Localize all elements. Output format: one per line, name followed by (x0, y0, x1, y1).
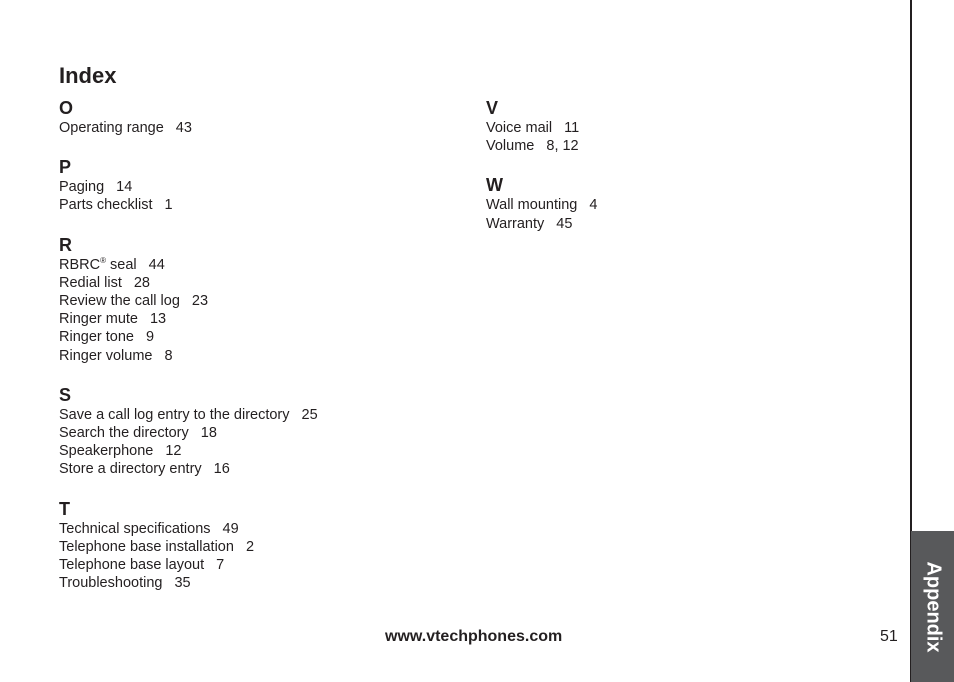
index-section-w (486, 174, 886, 232)
entry-term: Troubleshooting (59, 575, 163, 592)
entry-page-ref: 1 (164, 197, 173, 214)
entry-term: Ringer mute (59, 311, 138, 328)
entry-page-ref: 44 (148, 256, 165, 273)
index-entry[interactable] (59, 406, 459, 424)
index-section-s (59, 384, 459, 479)
entry-page-ref: 43 (175, 120, 192, 136)
entry-term: Search the directory (59, 425, 189, 442)
entry-page-ref: 2 (245, 538, 255, 555)
section-letter: S (59, 384, 72, 405)
entry-term: Warranty (486, 215, 545, 232)
section-letter: V (486, 98, 499, 118)
index-entry[interactable] (59, 460, 459, 478)
entry-page-ref: 9 (145, 329, 155, 346)
index-entry[interactable] (59, 520, 459, 538)
entry-page-ref: 18 (200, 425, 217, 442)
entry-term: Volume (486, 138, 535, 155)
appendix-tab-label: Appendix (922, 560, 944, 653)
entry-page-ref: 4 (589, 197, 598, 214)
entry-page-ref: 35 (174, 575, 191, 592)
index-entry[interactable] (59, 178, 459, 196)
entry-term: RBRC (59, 256, 101, 273)
index-section-p (59, 156, 459, 214)
index-entry[interactable] (59, 556, 459, 574)
index-section-o (59, 97, 459, 137)
index-entry[interactable] (59, 196, 459, 214)
index-entry[interactable] (59, 274, 459, 292)
index-entry[interactable] (59, 442, 459, 460)
entry-term: Save a call log entry to the directory (59, 406, 290, 423)
index-column-right (486, 97, 886, 252)
entry-page-ref: 11 (564, 120, 580, 136)
entry-page-ref: 12 (165, 443, 182, 460)
entry-term: Telephone base installation (59, 538, 234, 555)
entry-term-suffix: seal (106, 256, 137, 273)
index-entry[interactable] (59, 292, 459, 310)
entry-page-ref: 28 (133, 274, 150, 291)
entry-page-ref: 8, 12 (546, 138, 579, 155)
entry-page-ref: 7 (216, 557, 225, 574)
entry-term: Voice mail (486, 120, 553, 136)
entry-term: Redial list (59, 274, 122, 291)
entry-term: Store a directory entry (59, 461, 202, 478)
entry-term: Ringer volume (59, 347, 153, 364)
index-entry[interactable] (59, 119, 459, 137)
index-entry[interactable] (486, 119, 886, 137)
entry-term: Speakerphone (59, 443, 154, 460)
index-entry[interactable] (59, 538, 459, 556)
section-letter: R (59, 234, 72, 255)
entry-page-ref: 25 (301, 406, 318, 423)
entry-page-ref: 8 (164, 347, 173, 364)
index-entry[interactable] (59, 574, 459, 592)
footer-url[interactable]: www.vtechphones.com (385, 628, 563, 645)
appendix-tab[interactable] (911, 531, 954, 682)
page-title: Index (59, 63, 117, 88)
entry-term: Parts checklist (59, 197, 153, 214)
entry-term: Telephone base layout (59, 557, 205, 574)
page-number: 51 (880, 628, 898, 645)
entry-term: Operating range (59, 120, 164, 136)
section-letter: W (486, 175, 503, 196)
index-entry[interactable] (59, 347, 459, 365)
entry-page-ref: 45 (556, 215, 573, 232)
entry-term: Review the call log (59, 293, 180, 310)
index-entry[interactable] (59, 424, 459, 442)
index-entry[interactable] (486, 196, 886, 214)
index-entry[interactable] (486, 215, 886, 233)
entry-term: Wall mounting (486, 197, 578, 214)
index-section-v (486, 97, 886, 155)
index-section-t (59, 498, 459, 593)
index-entry[interactable] (59, 328, 459, 346)
index-entry[interactable] (59, 256, 459, 274)
registered-mark: ® (100, 255, 106, 265)
entry-term: Ringer tone (59, 329, 134, 346)
entry-page-ref: 13 (149, 311, 167, 328)
index-entry[interactable] (486, 137, 886, 155)
entry-page-ref: 14 (116, 179, 133, 196)
index-column-left (59, 97, 459, 611)
index-entry[interactable] (59, 310, 459, 328)
section-letter: P (59, 157, 72, 178)
entry-page-ref: 16 (213, 461, 230, 478)
section-letter: T (59, 498, 70, 519)
index-section-r (59, 234, 459, 365)
entry-term: Paging (59, 179, 105, 196)
section-letter: O (59, 98, 74, 118)
entry-page-ref: 23 (191, 293, 209, 310)
entry-page-ref: 49 (222, 520, 239, 537)
entry-term: Technical specifications (59, 520, 211, 537)
